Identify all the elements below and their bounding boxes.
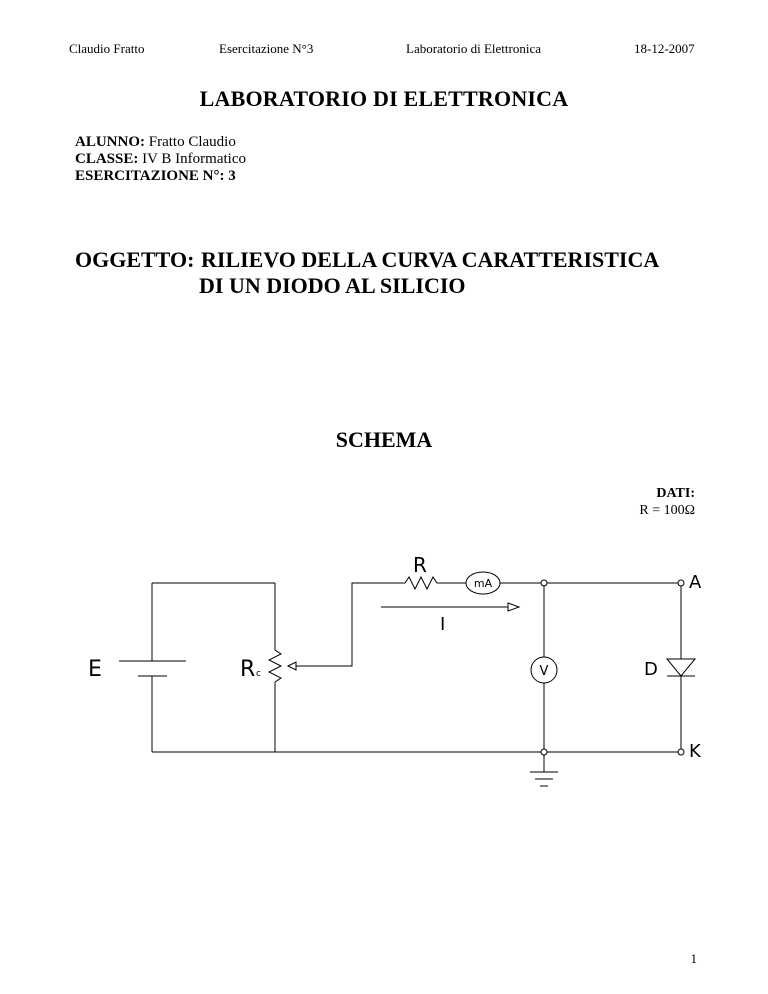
object-line-2: DI UN DIODO AL SILICIO (199, 273, 466, 298)
label-cathode: K (689, 741, 701, 762)
header-author: Claudio Fratto (69, 41, 145, 56)
header-subject: Laboratorio di Elettronica (406, 41, 542, 56)
page-number: 1 (690, 951, 697, 966)
student-label: ALUNNO: (75, 134, 145, 150)
rheostat-resistor (269, 650, 281, 682)
header-exercise: Esercitazione N°3 (219, 41, 314, 56)
label-diode: D (644, 659, 658, 680)
node-bottom (541, 749, 547, 755)
label-rheostat: R (240, 657, 256, 682)
diode-triangle (667, 659, 695, 676)
rheostat-wiper-wire (296, 583, 400, 666)
dati-title: DATI: (656, 486, 695, 501)
page-title: LABORATORIO DI ELETTRONICA (199, 86, 569, 111)
class-label: CLASSE: (75, 151, 139, 167)
label-source-e: E (88, 657, 102, 682)
label-current: I (440, 614, 446, 635)
dati-resistance: R = 100Ω (639, 503, 695, 518)
label-anode: A (689, 572, 702, 593)
exercise-value: 3 (228, 168, 236, 184)
object-line-1: RILIEVO DELLA CURVA CARATTERISTICA (201, 247, 660, 272)
schema-title: SCHEMA (335, 427, 433, 452)
label-ammeter: mA (473, 577, 493, 590)
rheostat-wiper-arrow (288, 662, 296, 670)
resistor-r (400, 577, 466, 589)
class-value: IV B Informatico (142, 151, 246, 167)
label-voltmeter: V (539, 664, 549, 679)
student-value: Fratto Claudio (148, 134, 236, 150)
label-resistor-r: R (413, 553, 427, 577)
header-date: 18-12-2007 (634, 41, 695, 56)
exercise-label: ESERCITAZIONE N°: (75, 168, 225, 184)
current-arrow-head (508, 603, 519, 611)
node-top (541, 580, 547, 586)
terminal-k (678, 749, 684, 755)
terminal-a (678, 580, 684, 586)
object-label: OGGETTO: (75, 247, 195, 272)
label-rheostat-subscript: c (256, 669, 261, 679)
